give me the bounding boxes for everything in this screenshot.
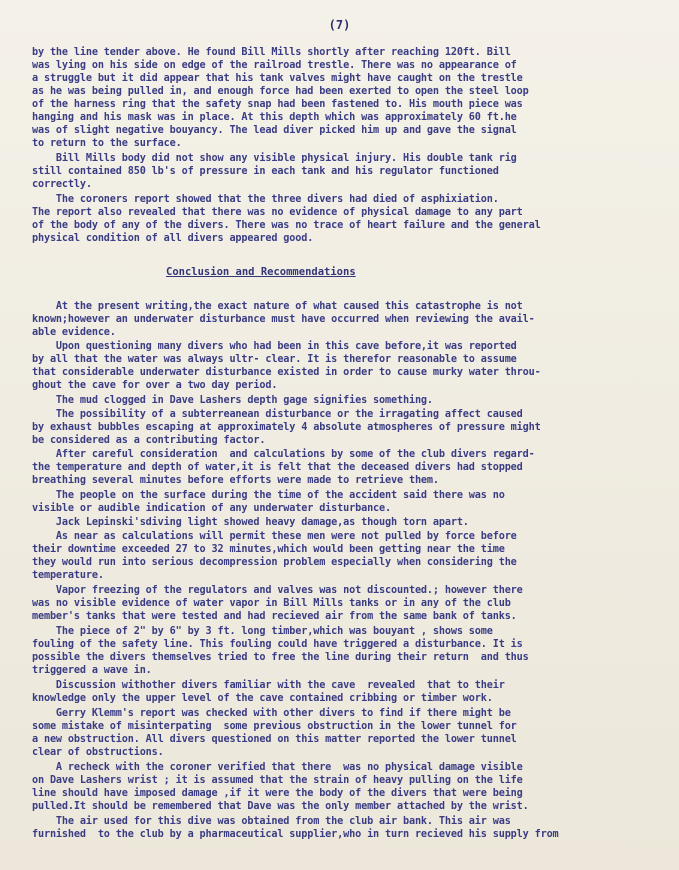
text-line: correctly. <box>32 179 92 190</box>
text-line: breathing several minutes before efforts were made to retrieve them. <box>32 475 439 486</box>
text-line: clear of obstructions. <box>32 747 164 758</box>
text-line: The piece of 2" by 6" by 3 ft. long timber,which was bouyant , shows some <box>32 626 493 637</box>
text-line: possible the divers themselves tried to free the line during their return and thus <box>32 652 529 663</box>
text-line: ghout the cave for over a two day period. <box>32 380 278 391</box>
text-line: physical condition of all divers appeared good. <box>32 233 314 244</box>
text-line: The mud clogged in Dave Lashers depth gage signifies something. <box>32 395 433 406</box>
text-line: on Dave Lashers wrist ; it is assumed that the strain of heavy pulling on the life <box>32 775 523 786</box>
section-heading: Conclusion and Recommendations <box>166 266 356 278</box>
text-line: known;however an underwater disturbance must have occurred when reviewing the avail- <box>32 314 535 325</box>
text-line: hanging and his mask was in place. At this depth which was approximately 60 ft.he <box>32 112 517 123</box>
text-line: as he was being pulled in, and enough force had been exerted to open the steel loop <box>32 86 529 97</box>
text-line: by all that the water was always ultr- clear. It is therefor reasonable to assume <box>32 354 517 365</box>
text-line: still contained 850 lb's of pressure in each tank and his regulator functioned <box>32 166 499 177</box>
text-line: to return to the surface. <box>32 138 182 149</box>
text-line: their downtime exceeded 27 to 32 minutes,which would been getting near the time <box>32 544 505 555</box>
text-line: The possibility of a subterreanean disturbance or the irragating affect caused <box>32 409 523 420</box>
text-line: able evidence. <box>32 327 116 338</box>
text-line: the temperature and depth of water,it is felt that the deceased divers had stopped <box>32 462 523 473</box>
text-line: After careful consideration and calculations by some of the club divers regard- <box>32 449 535 460</box>
text-line: furnished to the club by a pharmaceutical supplier,who in turn recieved his supply from <box>32 829 559 840</box>
text-line: Gerry Klemm's report was checked with other divers to find if there might be <box>32 708 511 719</box>
text-line: be considered as a contributing factor. <box>32 435 266 446</box>
text-line: Bill Mills body did not show any visible physical injury. His double tank rig <box>32 153 517 164</box>
text-line: Upon questioning many divers who had been in this cave before,it was reported <box>32 341 517 352</box>
text-line: The people on the surface during the time of the accident said there was no <box>32 490 505 501</box>
text-line: of the harness ring that the safety snap had been fastened to. His mouth piece was <box>32 99 523 110</box>
text-line: The report also revealed that there was no evidence of physical damage to any part <box>32 207 523 218</box>
text-line: pulled.It should be remembered that Dave was the only member attached by the wrist. <box>32 801 529 812</box>
text-line: by the line tender above. He found Bill Mills shortly after reaching 120ft. Bill <box>32 47 511 58</box>
text-line: line should have imposed damage ,if it were the body of the divers that were being <box>32 788 523 799</box>
text-line: member's tanks that were tested and had recieved air from the same bank of tanks. <box>32 611 517 622</box>
text-line: The coroners report showed that the three divers had died of asphixiation. <box>32 194 499 205</box>
text-line: temperature. <box>32 570 104 581</box>
text-line: a struggle but it did appear that his tank valves might have caught on the trestle <box>32 73 523 84</box>
text-line: of the body of any of the divers. There was no trace of heart failure and the general <box>32 220 541 231</box>
text-line: was of slight negative bouyancy. The lead diver picked him up and gave the signal <box>32 125 517 136</box>
text-line: that considerable underwater disturbance existed in order to cause murky water throu- <box>32 367 541 378</box>
text-line: triggered a wave in. <box>32 665 152 676</box>
text-line: At the present writing,the exact nature of what caused this catastrophe is not <box>32 301 523 312</box>
text-line: was no visible evidence of water vapor in Bill Mills tanks or in any of the club <box>32 598 511 609</box>
text-line: some mistake of misinterpating some previous obstruction in the lower tunnel for <box>32 721 517 732</box>
text-line: Jack Lepinski'sdiving light showed heavy damage,as though torn apart. <box>32 517 469 528</box>
text-line: a new obstruction. All divers questioned on this matter reported the lower tunnel <box>32 734 517 745</box>
text-line: visible or audible indication of any underwater disturbance. <box>32 503 392 514</box>
text-line: fouling of the safety line. This fouling could have triggered a disturbance. It is <box>32 639 523 650</box>
text-line: The air used for this dive was obtained from the club air bank. This air was <box>32 816 511 827</box>
text-line: by exhaust bubbles escaping at approximately 4 absolute atmospheres of pressure might <box>32 422 541 433</box>
text-line: was lying on his side on edge of the railroad trestle. There was no appearance of <box>32 60 517 71</box>
text-line: Vapor freezing of the regulators and valves was not discounted.; however there <box>32 585 523 596</box>
text-line: A recheck with the coroner verified that there was no physical damage visible <box>32 762 523 773</box>
page-number: (7) <box>328 18 351 32</box>
text-line: knowledge only the upper level of the cave contained cribbing or timber work. <box>32 693 493 704</box>
text-line: they would run into serious decompression problem especially when considering the <box>32 557 517 568</box>
text-line: Discussion withother divers familiar with the cave revealed that to their <box>32 680 505 691</box>
text-line: As near as calculations will permit these men were not pulled by force before <box>32 531 517 542</box>
